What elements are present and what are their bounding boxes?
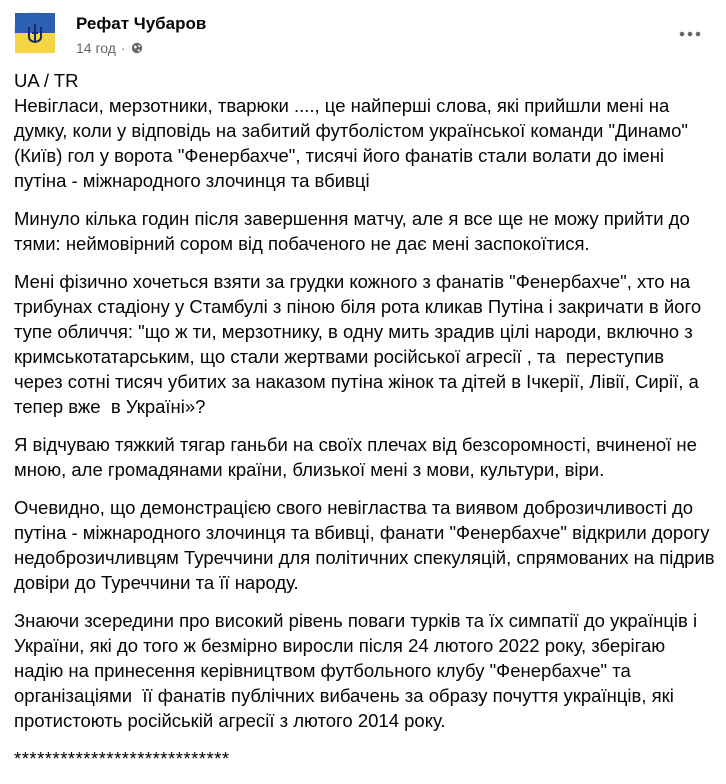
post-body	[14, 68, 725, 784]
post-paragraph: Я відчуваю тяжкий тягар ганьби на своїх плечах від безсоромності, вчиненої не мною, але громадянами країни, близької мені з мови, культури, віри.	[14, 434, 703, 480]
ukraine-flag-trident-icon	[15, 13, 55, 53]
post-header	[0, 0, 726, 62]
post-paragraph: Очевидно, що демонстрацією свого невігластва та виявом доброзичливості до путіна - міжнародного злочинця та вбивці, фанати "Фенербахче" відкрили дорогу недоброзичливцям Туреччини для політичних спекуляцій, спрямованих на підрив довіри до Туреччини та її народу.	[14, 497, 725, 593]
author-name[interactable]: Рефат Чубаров	[76, 14, 207, 33]
post-paragraph: Мені фізично хочеться взяти за грудки кожного з фанатів "Фенербахче", хто на трибунах стадіону у Стамбулі з піною біля рота кликав Путіна і закричати в його тупе обличчя: "що ж ти, мерзотнику, в одну мить зрадив цілі народи, включно з кримськотатарським, що стали жертвами російської агресії , та переступив через сотні тисяч убитих за наказом путіна жінок та дітей в Ічкерії, Лівії, Сирії, а тепер вже в Україні»?	[14, 271, 707, 417]
globe-icon	[131, 42, 143, 54]
post-timestamp[interactable]: 14 год	[76, 40, 116, 56]
more-options-button[interactable]	[676, 20, 704, 48]
post-paragraph: UA / TR Невігласи, мерзотники, тварюки ...., це найперші слова, які прийшли мені на думку, коли у відповідь на забитий футболістом української команди "Динамо" (Київ) гол у ворота "Фенербахче", тисячі його фанатів стали волати до імені путіна - міжнародного злочинця та вбивці	[14, 70, 688, 191]
post-paragraph: Минуло кілька годин після завершення матчу, але я все ще не можу прийти до тями: неймовірний сором від побаченого не дає мені заспокоїтися.	[14, 208, 695, 254]
post-paragraph: Знаючи зсередини про високий рівень поваги турків та їх симпатії до українців і України, які до того ж безмірно виросли після 24 лютого 2022 року, зберігаю надію на принесення керівництвом футбольного клубу "Фенербахче" та організаціями її фанатів публічних вибачень за образу почуття українців, які протистоють російській агресії з лютого 2014 року.	[14, 610, 703, 731]
avatar[interactable]	[14, 12, 54, 52]
post-divider: ****************************	[14, 748, 230, 769]
post-meta	[76, 40, 143, 56]
meta-separator: ·	[120, 40, 126, 56]
more-options-icon	[679, 31, 701, 37]
